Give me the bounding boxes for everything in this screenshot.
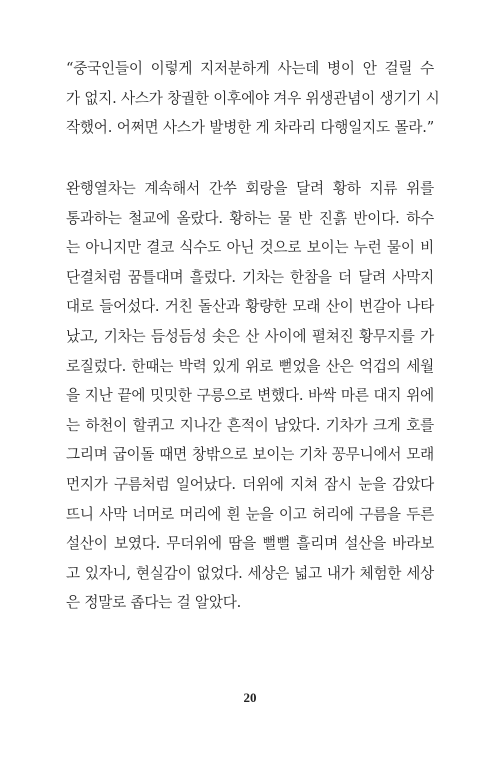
text-line: “중국인들이 이렇게 지저분하게 사는데 병이 안 걸릴 수 — [66, 60, 434, 77]
text-line: 먼지가 구름처럼 일어났다. 더위에 지쳐 잠시 눈을 감았다 — [66, 475, 434, 493]
text-line: 뜨니 사막 너머로 머리에 흰 눈을 이고 허리에 구름을 두른 — [66, 505, 434, 523]
text-line: 을 지난 끝에 밋밋한 구릉으로 변했다. 바싹 마른 대지 위에 — [66, 387, 434, 405]
text-line: 단결처럼 꿈틀대며 흘렀다. 기차는 한참을 더 달려 사막지 — [66, 268, 434, 286]
text-line: 고 있자니, 현실감이 없었다. 세상은 넓고 내가 체험한 세상 — [66, 564, 434, 582]
text-line: 가 없지. 사스가 창궐한 이후에야 겨우 위생관념이 생기기 시 — [66, 89, 440, 107]
text-line: 통과하는 철교에 올랐다. 황하는 물 반 진흙 반이다. 하수 — [66, 209, 434, 227]
text-line: 완행열차는 계속해서 간쑤 회랑을 달려 황하 지류 위를 — [66, 180, 434, 197]
text-line: 대로 들어섰다. 거친 돌산과 황량한 모래 산이 번갈아 나타 — [66, 298, 434, 316]
text-line: 로질렀다. 한때는 박력 있게 위로 뻗었을 산은 억겁의 세월 — [66, 357, 434, 375]
text-line: 설산이 보였다. 무더위에 땀을 뻘뻘 흘리며 설산을 바라보 — [66, 535, 434, 553]
text-line: 는 하천이 할퀴고 지나간 흔적이 남았다. 기차가 크게 호를 — [66, 416, 434, 434]
paragraph-narrative — [66, 174, 434, 618]
text-line: 은 정말로 좁다는 걸 알았다. — [66, 594, 242, 612]
text-line: 는 아니지만 결코 식수도 아닌 것으로 보이는 누런 물이 비 — [66, 239, 434, 257]
paragraph-quote — [66, 54, 440, 143]
text-line: 났고, 기차는 듬성듬성 솟은 산 사이에 펼쳐진 황무지를 가 — [66, 327, 434, 345]
text-line: 작했어. 어쩌면 사스가 발병한 게 차라리 다행일지도 몰라.” — [66, 119, 434, 137]
text-line: 그리며 굽이돌 때면 창밖으로 보이는 기차 꽁무니에서 모래 — [66, 446, 434, 464]
page-number: 20 — [243, 690, 257, 705]
